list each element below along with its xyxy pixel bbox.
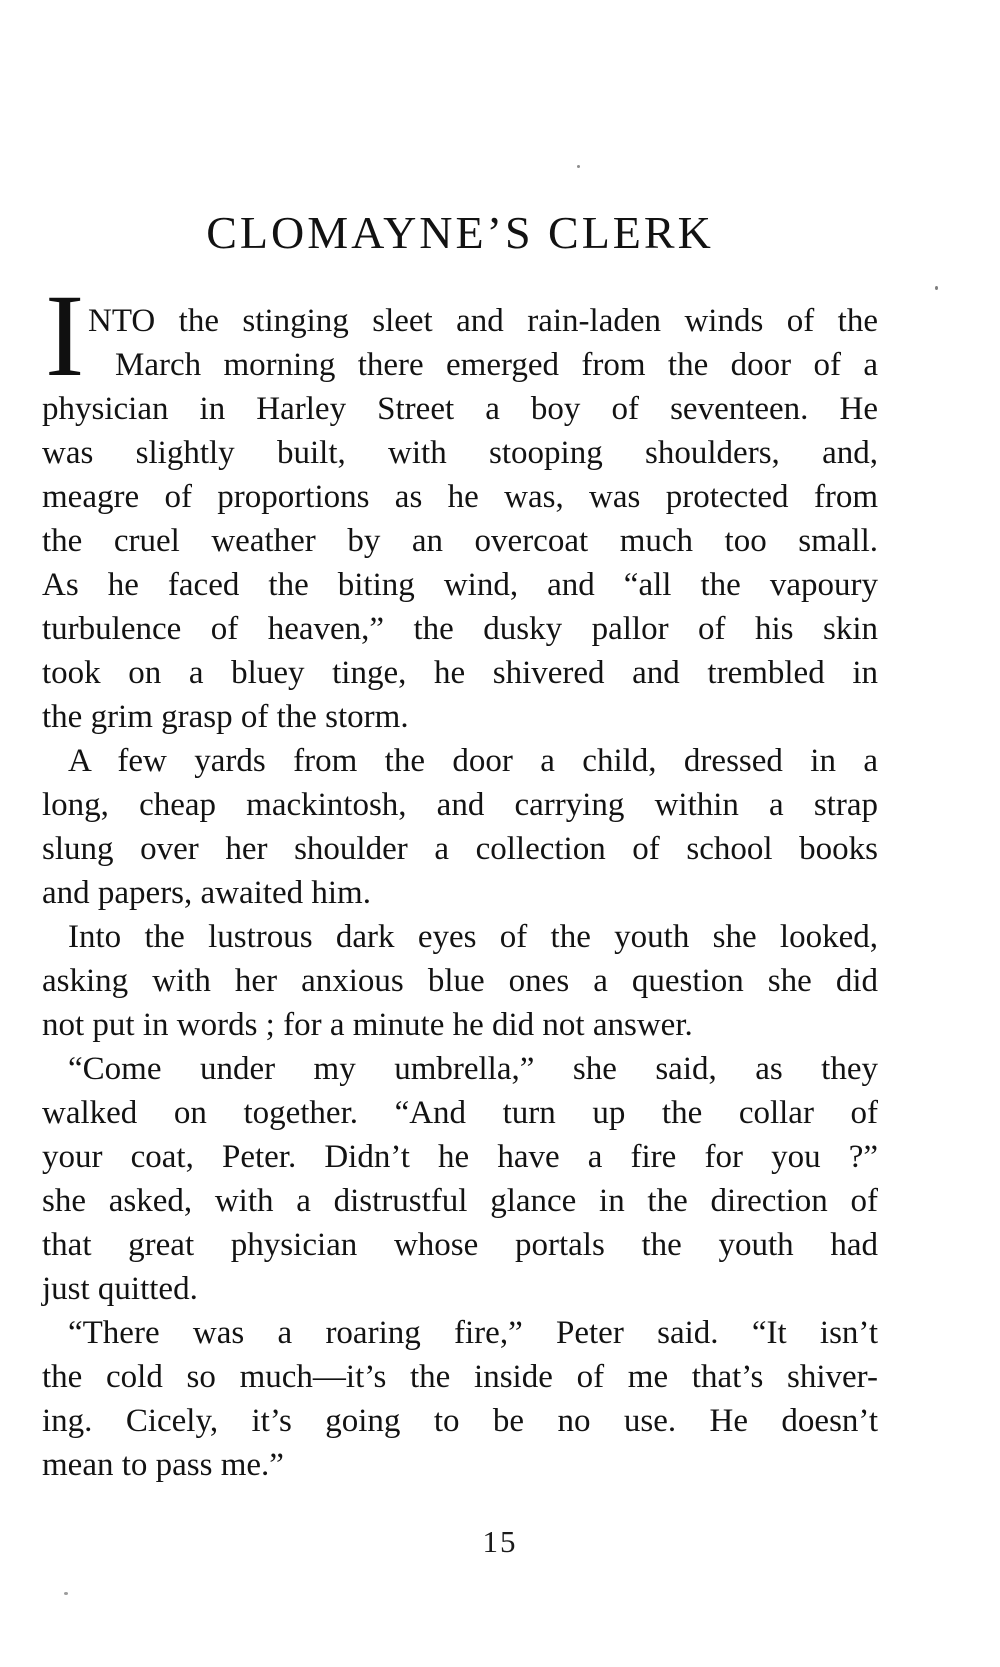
text-line: mean to pass me.” (42, 1447, 284, 1483)
chapter-title: CLOMAYNE’S CLERK (206, 207, 714, 258)
text-line: the cold so much—it’s the inside of me that’s shiver- (42, 1359, 878, 1395)
page-number: 15 (482, 1524, 518, 1559)
text-line: A few yards from the door a child, dressed in a (68, 743, 878, 779)
text-line: turbulence of heaven,” the dusky pallor of his skin (42, 611, 878, 647)
text-line: physician in Harley Street a boy of seventeen. He (42, 391, 878, 427)
text-line: “There was a roaring fire,” Peter said. “It isn’t (68, 1315, 878, 1351)
text-line: ing. Cicely, it’s going to be no use. He doesn’t (42, 1403, 878, 1439)
text-line: just quitted. (42, 1271, 198, 1307)
scan-artifact-dot (935, 286, 938, 290)
text-line: and papers, awaited him. (42, 875, 371, 911)
paragraph-3 (42, 915, 878, 1047)
body-text (42, 270, 878, 1487)
paragraph-4 (42, 1047, 878, 1311)
text-line: the cruel weather by an overcoat much too small. (42, 523, 878, 559)
text-line: Into the lustrous dark eyes of the youth she looked, (68, 919, 878, 955)
text-line: asking with her anxious blue ones a question she did (42, 963, 878, 999)
drop-cap-letter: I (45, 270, 85, 401)
text-line: March morning there emerged from the door of a (115, 347, 878, 383)
paragraph-1 (42, 270, 878, 739)
text-line: slung over her shoulder a collection of school books (42, 831, 878, 867)
scan-artifact-dot (577, 165, 580, 168)
scan-artifact-dot (64, 1592, 68, 1595)
text-line: she asked, with a distrustful glance in the direction of (42, 1183, 878, 1219)
text-line: your coat, Peter. Didn’t he have a fire for you ?” (42, 1139, 878, 1175)
text-line: walked on together. “And turn up the collar of (42, 1095, 878, 1131)
text-line: the grim grasp of the storm. (42, 699, 409, 735)
text-line: was slightly built, with stooping shoulders, and, (42, 435, 878, 471)
text-line: “Come under my umbrella,” she said, as they (68, 1051, 878, 1087)
text-line: meagre of proportions as he was, was protected from (42, 479, 878, 515)
text-line: As he faced the biting wind, and “all the vapoury (42, 567, 878, 603)
text-line: long, cheap mackintosh, and carrying within a strap (42, 787, 878, 823)
text-line: took on a bluey tinge, he shivered and trembled in (42, 655, 878, 691)
text-line: that great physician whose portals the youth had (42, 1227, 878, 1263)
text-line: NTO the stinging sleet and rain-laden winds of the (88, 303, 878, 339)
paragraph-2 (42, 739, 878, 915)
paragraph-5 (42, 1311, 878, 1487)
text-line: not put in words ; for a minute he did not answer. (42, 1007, 693, 1043)
